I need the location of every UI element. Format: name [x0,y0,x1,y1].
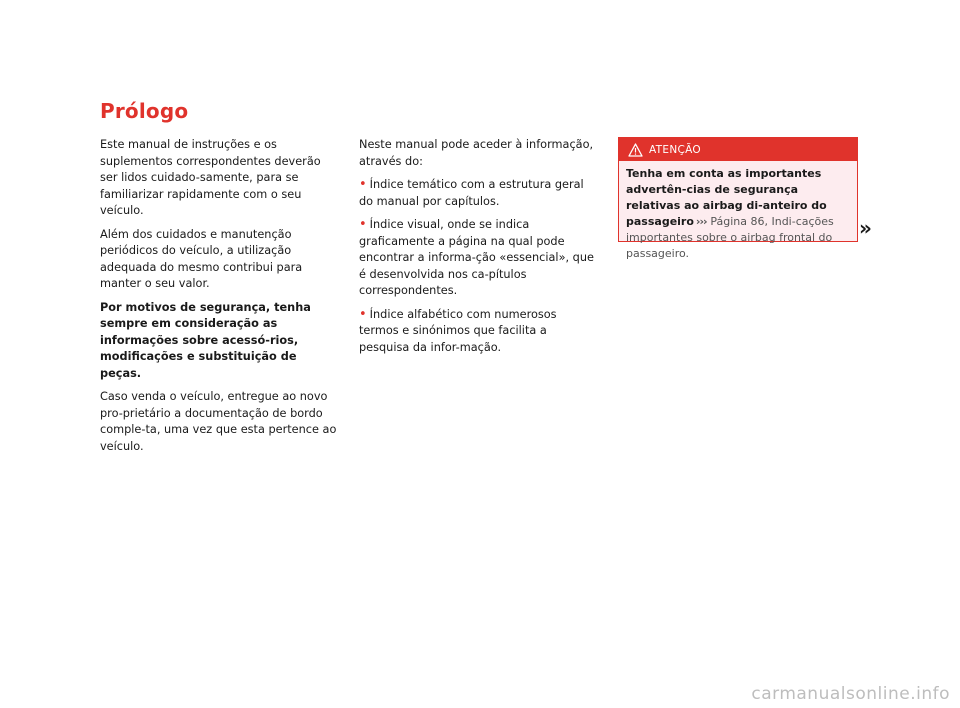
paragraph: Neste manual pode aceder à informação, através do: [359,138,594,168]
list-item-text: Índice visual, onde se indica graficamente a página na qual pode encontrar a informa-ção «essencial», que é desenvolvida nos ca-pítulos correspondentes. [359,218,594,297]
index-column [359,137,595,363]
reference-arrow-icon: ››› [695,215,707,228]
paragraph: Caso venda o veículo, entregue ao novo pro-prietário a documentação de bordo comple-ta, uma vez que esta pertence ao veículo. [100,390,337,453]
paragraph: Este manual de instruções e os suplementos correspondentes deverão ser lidos cuidado-samente, para se familiarizar rapidamente com o seu veículo. [100,138,321,217]
warning-triangle-icon [628,143,643,157]
warning-body [619,161,857,262]
page-title: Prólogo [100,99,189,123]
list-item-text: Índice temático com a estrutura geral do manual por capítulos. [359,178,584,208]
warning-box [618,137,858,260]
bullet-icon: • [359,306,367,322]
watermark: carmanualsonline.info [751,684,950,704]
continued-mark-icon: » [859,216,872,240]
warning-text: Tenha em conta as importantes advertên-cias de segurança relativas ao airbag di-anteiro do passageiro [626,167,827,228]
bullet-icon: • [359,217,367,232]
page-reference-link[interactable]: Página 86, Indi-cações importantes sobre o airbag frontal do passageiro. [626,215,834,260]
list-item [359,177,595,210]
list-item-text: Índice alfabético com numerosos termos e sinónimos que facilita a pesquisa da infor-mação. [359,307,557,354]
list-item [359,307,595,357]
warning-title: ATENÇÃO [649,143,701,156]
bullet-icon: • [359,177,367,192]
safety-paragraph: Por motivos de segurança, tenha sempre em consideração as informações sobre acessó-rios, modificações e substituição de peças. [100,300,311,380]
warning-header [619,138,857,161]
list-item [359,217,595,300]
paragraph: Além dos cuidados e manutenção periódicos do veículo, a utilização adequada do mesmo contribui para manter o seu valor. [100,227,303,290]
intro-column [100,137,338,462]
